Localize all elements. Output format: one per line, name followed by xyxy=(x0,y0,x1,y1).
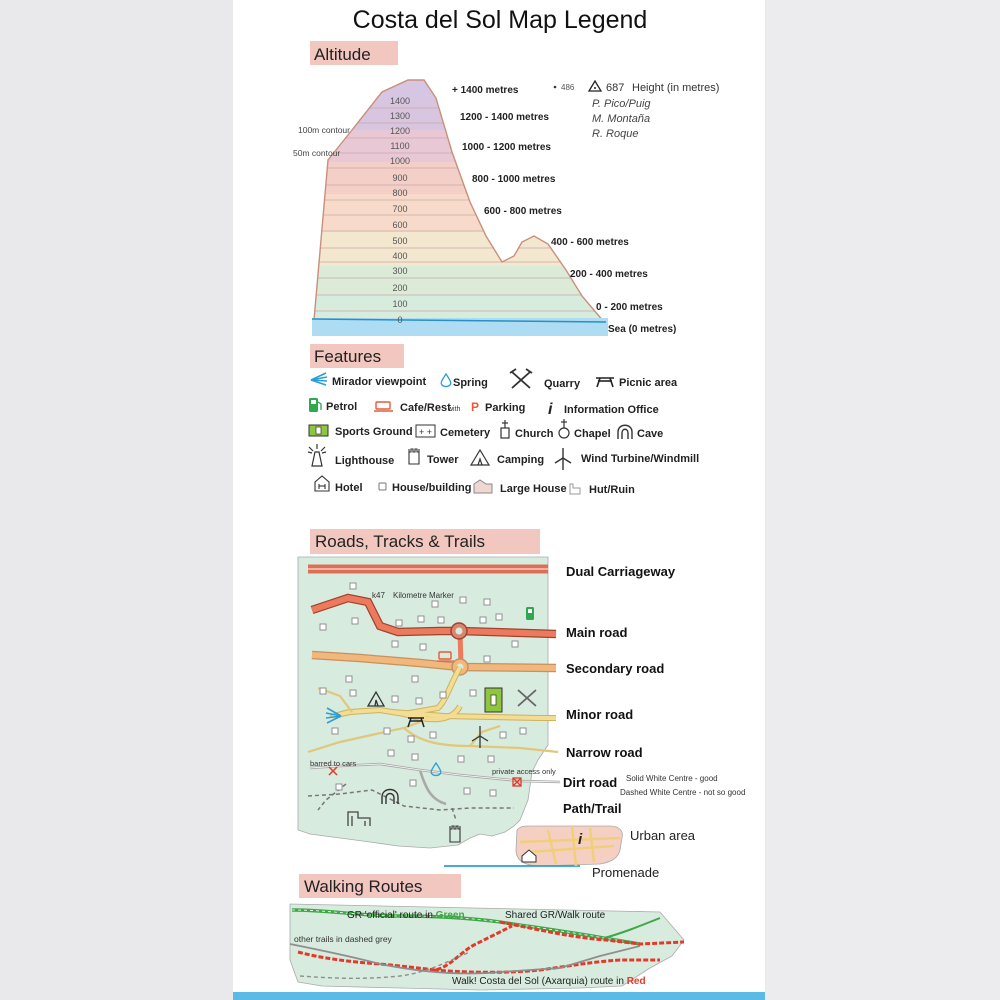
map-petrol-icon xyxy=(526,607,534,620)
map-house xyxy=(496,614,502,620)
cafe-icon xyxy=(374,402,393,411)
label-minor: Minor road xyxy=(566,707,634,722)
map-house xyxy=(392,641,398,647)
map-house xyxy=(410,780,416,786)
viewpoint-icon xyxy=(311,373,327,385)
band-label: 200 - 400 metres xyxy=(570,269,648,280)
abbreviation: M. Montaña xyxy=(592,113,651,125)
map-house xyxy=(488,756,494,762)
lighthouse-icon xyxy=(308,444,326,466)
map-house xyxy=(336,784,342,790)
feature-label-large-house: Large House xyxy=(500,483,567,495)
feature-label-lighthouse: Lighthouse xyxy=(335,455,395,467)
map-house xyxy=(352,618,358,624)
feature-label-quarry: Quarry xyxy=(544,378,581,390)
solid-centre-note: Solid White Centre - good xyxy=(626,774,718,783)
band-label: 400 - 600 metres xyxy=(551,237,629,248)
map-house xyxy=(392,696,398,702)
summit-triangle-icon xyxy=(589,81,601,91)
quarry-icon xyxy=(510,369,532,388)
features-heading: Features xyxy=(314,347,382,366)
map-house xyxy=(430,732,436,738)
feature-label-picnic: Picnic area xyxy=(619,377,678,389)
band-label: Sea (0 metres) xyxy=(608,324,677,335)
house-icon xyxy=(379,483,386,490)
spring-icon xyxy=(441,374,451,387)
contour-100-label: 100m contour xyxy=(298,125,350,135)
church-icon xyxy=(501,420,509,438)
map-house xyxy=(480,617,486,623)
gr-route-label xyxy=(347,910,465,921)
map-house xyxy=(320,688,326,694)
map-house xyxy=(484,599,490,605)
map-house xyxy=(418,616,424,622)
cemetery-icon xyxy=(416,425,435,437)
scale-label: 100 xyxy=(392,299,408,309)
hotel-icon xyxy=(315,476,329,491)
large-house-icon xyxy=(474,480,492,493)
feature-label-with: with xyxy=(448,406,461,413)
band-label: 600 - 800 metres xyxy=(484,206,562,217)
map-house xyxy=(500,732,506,738)
feature-label-camping: Camping xyxy=(497,454,545,466)
scale-label: 300 xyxy=(392,266,408,276)
walking-heading: Walking Routes xyxy=(304,877,423,896)
band-label: 1200 - 1400 metres xyxy=(460,112,549,123)
scale-label: 800 xyxy=(392,188,408,198)
sports-ground-icon xyxy=(309,425,328,436)
map-house xyxy=(438,617,444,623)
label-secondary: Secondary road xyxy=(566,661,665,676)
feature-label-cave: Cave xyxy=(637,428,664,440)
feature-label-tower: Tower xyxy=(427,454,459,466)
cave-icon xyxy=(618,425,632,439)
walk-route-prefix: Walk! Costa del Sol (Axarquia) route in xyxy=(452,976,627,987)
altitude-profile xyxy=(300,70,620,324)
scale-label: 1200 xyxy=(389,126,411,136)
feature-label-church: Church xyxy=(515,428,554,440)
map-house xyxy=(408,736,414,742)
map-house xyxy=(346,676,352,682)
map-sports-ground-icon xyxy=(485,688,502,712)
map-house xyxy=(432,601,438,607)
feature-label-spring: Spring xyxy=(453,377,488,389)
dashed-centre-note: Dashed White Centre - not so good xyxy=(620,788,746,797)
scale-label: 600 xyxy=(392,220,408,230)
tower-icon xyxy=(409,449,419,464)
other-trails-label: other trails in dashed grey xyxy=(294,934,392,944)
scale-label: 900 xyxy=(392,173,408,183)
altitude-band-800 xyxy=(300,162,620,194)
scale-label: 1400 xyxy=(389,96,411,106)
map-house xyxy=(458,756,464,762)
label-urban: Urban area xyxy=(630,828,696,843)
altitude-heading: Altitude xyxy=(314,45,371,64)
map-house xyxy=(460,597,466,603)
map-house xyxy=(412,754,418,760)
legend-title: Costa del Sol Map Legend xyxy=(352,6,648,34)
svg-text:+ +: + + xyxy=(419,427,433,437)
roundabout-main-centre xyxy=(456,628,463,635)
altitude-scale xyxy=(390,96,410,325)
abbreviation: P. Pico/Puig xyxy=(592,98,651,110)
feature-label-chapel: Chapel xyxy=(574,428,611,440)
abbreviation: R. Roque xyxy=(592,128,639,140)
map-house xyxy=(332,728,338,734)
scale-label: 200 xyxy=(392,283,408,293)
map-house xyxy=(464,788,470,794)
scale-label: 500 xyxy=(392,236,408,246)
band-label: 800 - 1000 metres xyxy=(472,174,556,185)
map-house xyxy=(484,656,490,662)
km-marker-code: k47 xyxy=(372,591,385,600)
label-path: Path/Trail xyxy=(563,801,622,816)
bottom-blue-line xyxy=(233,992,765,1000)
feature-label-cafe: Cafe/Rest xyxy=(400,402,451,414)
feature-label-hut: Hut/Ruin xyxy=(589,484,635,496)
feature-label-wind-turbine: Wind Turbine/Windmill xyxy=(581,453,700,465)
band-label: + 1400 metres xyxy=(452,85,519,96)
map-house xyxy=(520,728,526,734)
height-value: 687 xyxy=(606,82,625,94)
map-house xyxy=(320,624,326,630)
barred-label: barred to cars xyxy=(310,759,357,768)
map-house xyxy=(412,676,418,682)
contour-50-label: 50m contour xyxy=(293,148,341,158)
map-house xyxy=(440,692,446,698)
label-dirt: Dirt road xyxy=(563,775,618,790)
band-label: 0 - 200 metres xyxy=(596,302,663,313)
map-house xyxy=(416,698,422,704)
band-label: 1000 - 1200 metres xyxy=(462,142,551,153)
map-house xyxy=(512,641,518,647)
feature-label-viewpoint: Mirador viewpoint xyxy=(332,376,427,388)
hut-icon xyxy=(570,484,580,494)
private-label: private access only xyxy=(492,767,556,776)
roads-heading: Roads, Tracks & Trails xyxy=(315,532,486,551)
feature-label-petrol: Petrol xyxy=(326,401,358,413)
map-house xyxy=(350,583,356,589)
map-house xyxy=(470,690,476,696)
map-house xyxy=(490,790,496,796)
summit-dot-icon xyxy=(594,87,596,89)
shared-route-label: Shared GR/Walk route xyxy=(505,910,606,921)
feature-label-cemetery: Cemetery xyxy=(440,427,491,439)
map-house xyxy=(384,728,390,734)
feature-label-info: Information Office xyxy=(564,404,659,416)
gr-route-color-word: Green xyxy=(435,910,465,921)
petrol-icon xyxy=(309,398,321,412)
urban-info-icon: i xyxy=(578,831,583,848)
feature-label-parking: Parking xyxy=(485,402,526,414)
height-label: Height (in metres) xyxy=(632,82,720,94)
label-promenade: Promenade xyxy=(592,865,660,880)
walk-route-label xyxy=(452,976,646,987)
scale-label: 1000 xyxy=(389,156,411,166)
km-marker-label: Kilometre Marker xyxy=(393,591,454,600)
parking-icon: P xyxy=(471,400,480,414)
chapel-icon xyxy=(559,419,569,438)
scale-label: 0 xyxy=(397,315,403,325)
feature-label-house: House/building xyxy=(392,482,472,494)
height-small: 486 xyxy=(561,83,575,92)
map-house xyxy=(388,750,394,756)
label-main: Main road xyxy=(566,625,628,640)
label-dual: Dual Carriageway xyxy=(566,564,676,579)
spot-height-icon xyxy=(554,86,557,89)
gr-route-prefix: GR 'official' route in xyxy=(347,910,436,921)
scale-label: 1300 xyxy=(389,111,411,121)
scale-label: 1100 xyxy=(390,141,410,151)
feature-label-hotel: Hotel xyxy=(335,482,363,494)
scale-label: 700 xyxy=(392,204,408,214)
map-house xyxy=(420,644,426,650)
label-narrow: Narrow road xyxy=(566,745,643,760)
map-house xyxy=(396,620,402,626)
feature-label-sports-ground: Sports Ground xyxy=(335,426,413,438)
info-icon: i xyxy=(548,401,553,418)
wind-turbine-icon xyxy=(555,448,571,470)
walk-route-color-word: Red xyxy=(626,976,646,987)
scale-label: 400 xyxy=(392,251,408,261)
map-house xyxy=(350,690,356,696)
camping-icon xyxy=(471,450,489,465)
picnic-icon xyxy=(596,378,614,387)
abbreviation-list xyxy=(592,98,651,140)
